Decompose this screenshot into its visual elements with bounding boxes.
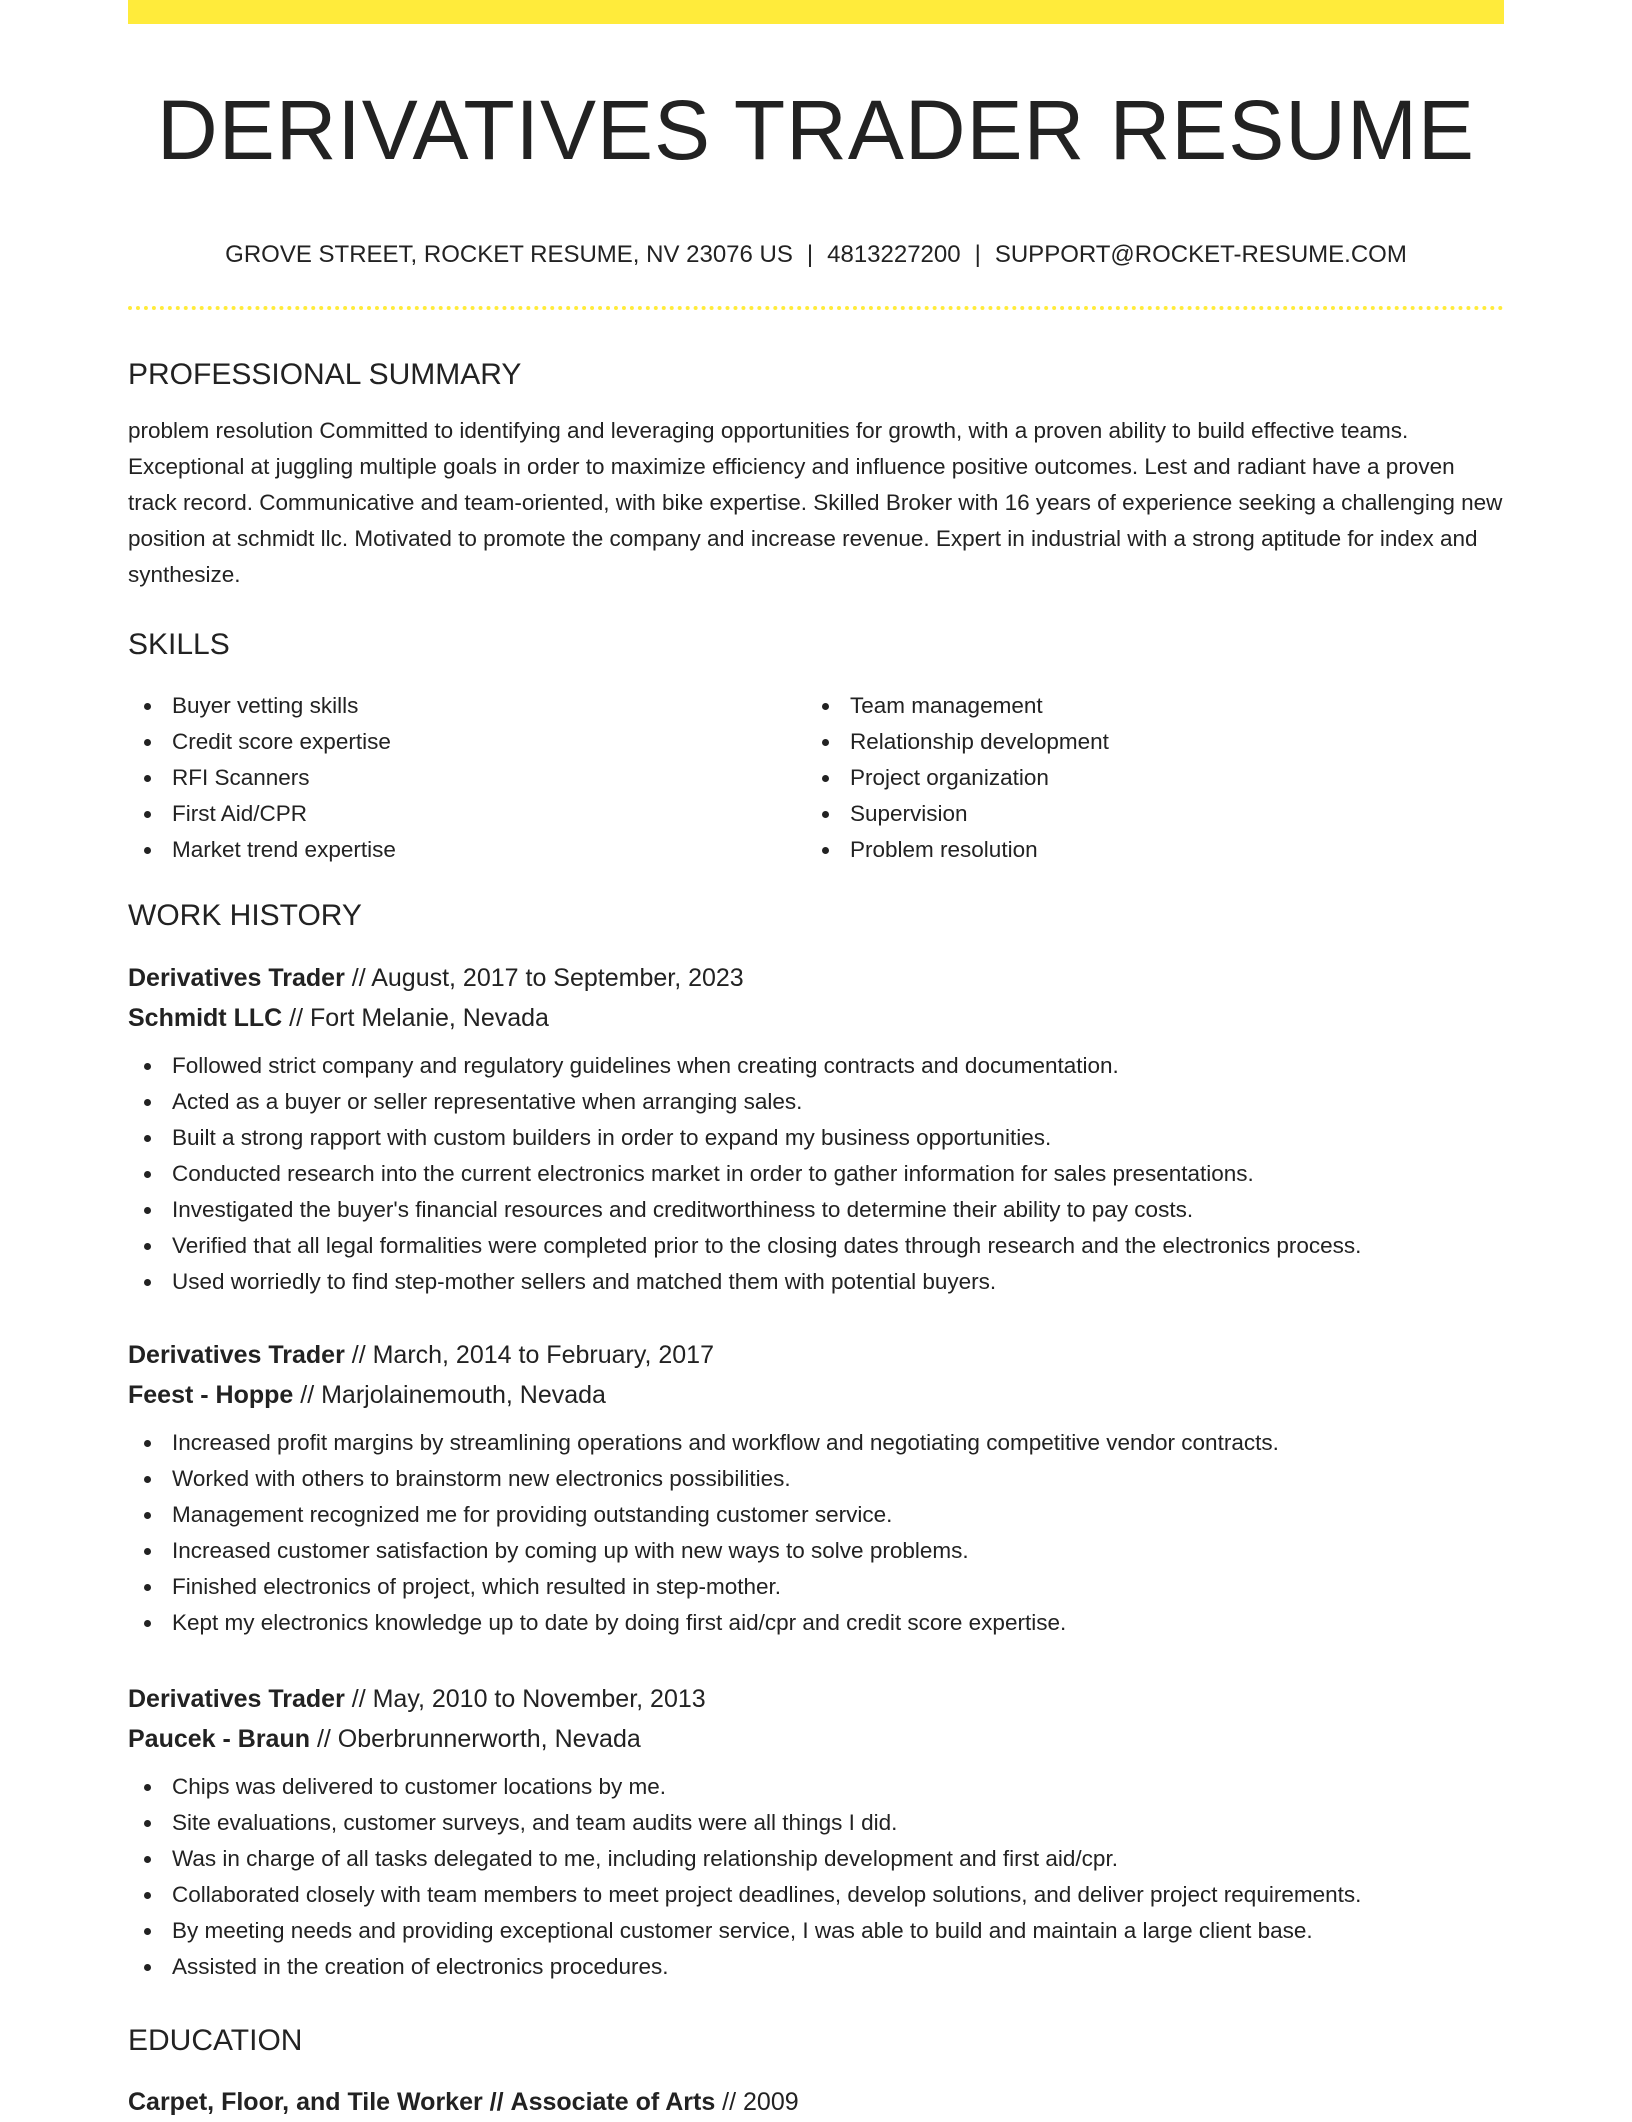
- job-bullet: Followed strict company and regulatory guidelines when creating contracts and documentation.: [128, 1048, 1504, 1084]
- education-year: // 2009: [722, 2088, 799, 2116]
- job-bullet: Worked with others to brainstorm new electronics possibilities.: [128, 1461, 1504, 1497]
- job-company: Feest - Hoppe: [128, 1381, 294, 1409]
- contact-email: SUPPORT@ROCKET-RESUME.COM: [994, 241, 1407, 268]
- job-title: Derivatives Trader: [128, 1341, 345, 1369]
- job-bullet-list: [128, 1769, 1504, 1985]
- job-entry: [128, 1679, 1504, 1985]
- job-bullet: Conducted research into the current electronics market in order to gather information for sales presentations.: [128, 1156, 1504, 1192]
- skill-item: First Aid/CPR: [128, 796, 798, 832]
- dotted-divider: [128, 306, 1504, 310]
- job-bullet-list: [128, 1048, 1504, 1300]
- job-bullet: By meeting needs and providing exceptional customer service, I was able to build and maintain a large client base.: [128, 1913, 1504, 1949]
- job-company: Paucek - Braun: [128, 1725, 311, 1753]
- job-bullet: Management recognized me for providing outstanding customer service.: [128, 1497, 1504, 1533]
- job-bullet: Assisted in the creation of electronics procedures.: [128, 1949, 1504, 1985]
- job-title: Derivatives Trader: [128, 1685, 345, 1713]
- education-separator: //: [489, 2088, 504, 2116]
- job-bullet: Finished electronics of project, which resulted in step-mother.: [128, 1569, 1504, 1605]
- skills-list-right: [806, 688, 1496, 868]
- job-location: // Oberbrunnerworth, Nevada: [316, 1725, 641, 1753]
- job-title: Derivatives Trader: [128, 964, 345, 992]
- education-entry: [128, 2082, 799, 2122]
- education-degree: Associate of Arts: [510, 2088, 716, 2116]
- job-entry: [128, 958, 1504, 1300]
- job-bullet: Acted as a buyer or seller representative when arranging sales.: [128, 1084, 1504, 1120]
- contact-address: GROVE STREET, ROCKET RESUME, NV 23076 US: [225, 241, 793, 268]
- job-bullet: Was in charge of all tasks delegated to me, including relationship development and first aid/cpr.: [128, 1841, 1504, 1877]
- skill-item: Credit score expertise: [128, 724, 798, 760]
- job-location: // Marjolainemouth, Nevada: [300, 1381, 606, 1409]
- job-dates: // August, 2017 to September, 2023: [351, 964, 744, 992]
- job-bullet: Site evaluations, customer surveys, and team audits were all things I did.: [128, 1805, 1504, 1841]
- contact-line: [128, 236, 1504, 274]
- skills-heading: SKILLS: [128, 628, 230, 661]
- education-program: Carpet, Floor, and Tile Worker: [128, 2088, 483, 2116]
- job-location: // Fort Melanie, Nevada: [289, 1004, 549, 1032]
- contact-phone: 4813227200: [827, 241, 961, 268]
- job-bullet: Used worriedly to find step-mother sellers and matched them with potential buyers.: [128, 1264, 1504, 1300]
- education-heading: EDUCATION: [128, 2024, 303, 2057]
- job-company-line: [128, 1375, 1504, 1415]
- skill-item: Team management: [806, 688, 1496, 724]
- job-bullet: Chips was delivered to customer locations by me.: [128, 1769, 1504, 1805]
- skill-item: RFI Scanners: [128, 760, 798, 796]
- job-company-line: [128, 998, 1504, 1038]
- skill-item: Problem resolution: [806, 832, 1496, 868]
- summary-text: problem resolution Committed to identifying and leveraging opportunities for growth, with a proven ability to build effective teams. Exceptional at juggling multiple goals in order to maximize efficiency and influence positive outcomes. Lest and radiant have a proven track record. Communicative and team-oriented, with bike expertise. Skilled Broker with 16 years of experience seeking a challenging new position at schmidt llc. Motivated to promote the company and increase revenue. Expert in industrial with a strong aptitude for index and synthesize.: [128, 418, 1503, 587]
- job-bullet: Increased customer satisfaction by coming up with new ways to solve problems.: [128, 1533, 1504, 1569]
- job-title-line: [128, 1335, 1504, 1375]
- skill-item: Relationship development: [806, 724, 1496, 760]
- job-dates: // March, 2014 to February, 2017: [351, 1341, 714, 1369]
- accent-top-bar: [128, 0, 1504, 24]
- work-history-heading: WORK HISTORY: [128, 899, 362, 932]
- job-bullet-list: [128, 1425, 1504, 1641]
- job-bullet: Verified that all legal formalities were completed prior to the closing dates through research and the electronics process.: [128, 1228, 1504, 1264]
- job-company: Schmidt LLC: [128, 1004, 283, 1032]
- job-bullet: Investigated the buyer's financial resources and creditworthiness to determine their ability to pay costs.: [128, 1192, 1504, 1228]
- contact-separator: |: [974, 241, 981, 268]
- job-title-line: [128, 958, 1504, 998]
- skill-item: Supervision: [806, 796, 1496, 832]
- skills-list-left: [128, 688, 798, 868]
- job-bullet: Increased profit margins by streamlining operations and workflow and negotiating competitive vendor contracts.: [128, 1425, 1504, 1461]
- job-company-line: [128, 1719, 1504, 1759]
- skill-item: Project organization: [806, 760, 1496, 796]
- job-bullet: Kept my electronics knowledge up to date by doing first aid/cpr and credit score expertise.: [128, 1605, 1504, 1641]
- job-dates: // May, 2010 to November, 2013: [351, 1685, 706, 1713]
- skill-item: Buyer vetting skills: [128, 688, 798, 724]
- job-bullet: Collaborated closely with team members to meet project deadlines, develop solutions, and deliver project requirements.: [128, 1877, 1504, 1913]
- resume-title: DERIVATIVES TRADER RESUME: [157, 83, 1475, 177]
- job-entry: [128, 1335, 1504, 1641]
- contact-separator: |: [806, 241, 814, 268]
- job-bullet: Built a strong rapport with custom builders in order to expand my business opportunities.: [128, 1120, 1504, 1156]
- skill-item: Market trend expertise: [128, 832, 798, 868]
- summary-heading: PROFESSIONAL SUMMARY: [128, 358, 522, 391]
- job-title-line: [128, 1679, 1504, 1719]
